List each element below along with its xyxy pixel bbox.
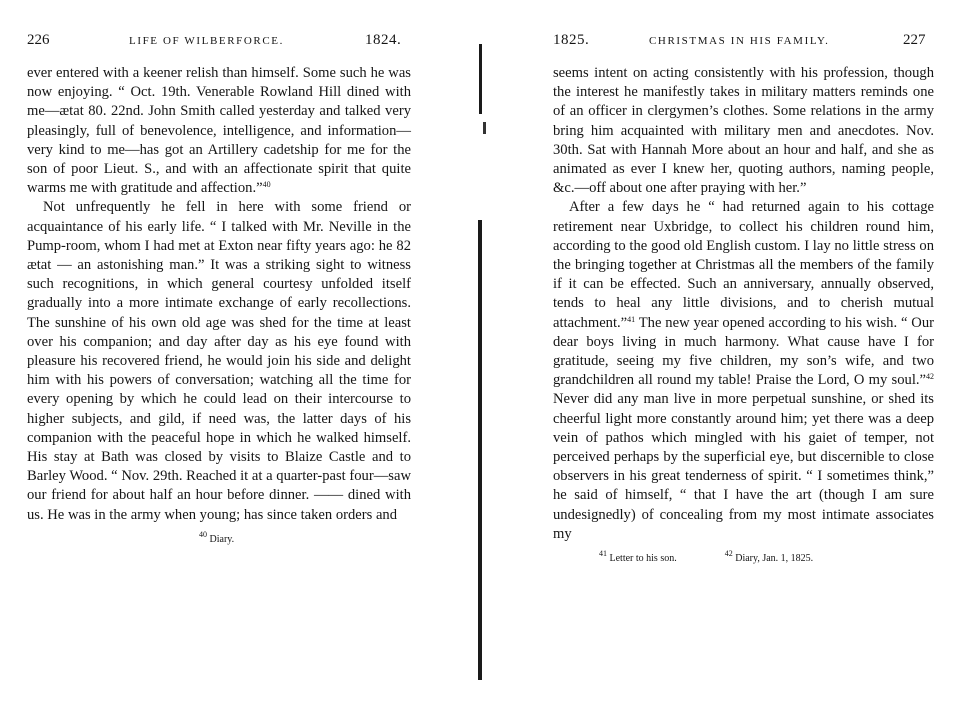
footnote-ref: 41 (627, 314, 636, 324)
right-page (490, 0, 980, 705)
paragraph: Not unfrequently he fell in here with some friend or acquaintance of his early life. “ I talked with Mr. Neville in the Pump-room, whom I had met at Exton near fifty years ago: he 82 ætat — an astonishing man.” It was a striking sight to witness such recognitions, in which general courtesy unfolded itself gradually into a more intimate exchange of early recollections. The sunshine of his own old age was shed for the time at least over his companion; and day after day as his eye found with pleasure his recovered friend, he would join his side and delight him with his powers of conversation; watching all the time for every opening by which he could lead on their intercourse to higher subjects, and gild, if need was, the latter days of his companion with the peaceful hope in which he walked himself. His stay at Bath was closed by visits to Blaize Castle and to Barley Wood. “ Nov. 29th. Reached it at a quarter-past four—saw our friend for about half an hour before dinner. —— dined with us. He was in the army when young; has since taken orders and (27, 199, 411, 523)
footnote-ref: 40 (262, 180, 271, 190)
running-head-right (553, 34, 980, 56)
gutter-shadow (479, 44, 482, 114)
footnote-ref: 42 (926, 372, 934, 382)
body-text-right (553, 64, 934, 544)
footnote-left: $^{40}$ Diary. (199, 529, 235, 545)
page-number-left: 226 (27, 32, 50, 48)
running-head-left (27, 34, 470, 56)
page-number-right: 227 (903, 32, 926, 48)
gutter-shadow (478, 220, 482, 680)
running-year-left: 1824. (365, 32, 402, 48)
left-page (0, 0, 470, 705)
paragraph: After a few days he “ had returned again to his cottage retirement near Uxbridge, to collect his children round him, according to the good old English custom. I lay no little stress on the bringing together at Christmas all the members of the family if it can be effected. Such an anniversary, annually observed, tends to heal any little divisions, and to cherish mutual attachment.”$^{41}$ The new year opened according to his wish. “ Our dear boys living in much harmony. What cause have I for gratitude, seeing my five children, my son’s wife, and two grandchildren all round my table! Praise the Lord, O my soul.”$^{42}$ Never did any man live in more perpetual sunshine, or shed its cheerful light more constantly around him; yet there was a deep vein of pathos which mingled with his gaiet of temper, not perceived perhaps by the superficial eye, but discernible to close observers in his great tenderness of spirit. “ I sometimes think,” he said of himself, “ that I have the art (though I am sure undesignedly) of concealing from my most intimate associates my (553, 199, 934, 542)
footnote-right: $^{41}$ Letter to his son. $^{42}$ Diary, Jan. 1, 1825. (599, 549, 814, 565)
running-title-left: LIFE OF WILBERFORCE. (129, 35, 284, 47)
gutter-mark (483, 122, 486, 134)
body-text-left (27, 64, 411, 525)
paragraph: seems intent on acting consistently with his profession, though the interest he manifestly takes in military matters reminds one of an officer in clergymen’s clothes. Some relations in the army bring him acquainted with military men and anecdotes. Nov. 30th. Sat with Hannah More about an hour and half, and she as animated as ever I knew her, quoting authors, naming people, &c.—off about one after praying with her.” (553, 65, 934, 197)
running-title-right: CHRISTMAS IN HIS FAMILY. (649, 35, 830, 47)
paragraph: ever entered with a keener relish than himself. Some such he was now enjoying. “ Oct. 19th. Venerable Rowland Hill dined with me—ætat 80. 22nd. John Smith called yesterday and talked very pleasingly, full of benevolence, intelligence, and information—very kind to me—has got an Artillery cadetship for me for the son of poor Lieut. S., and with an affectionate spirit that quite warms me with gratitude and affection.”$^{40}$ (27, 65, 411, 197)
running-year-right: 1825. (553, 32, 590, 48)
